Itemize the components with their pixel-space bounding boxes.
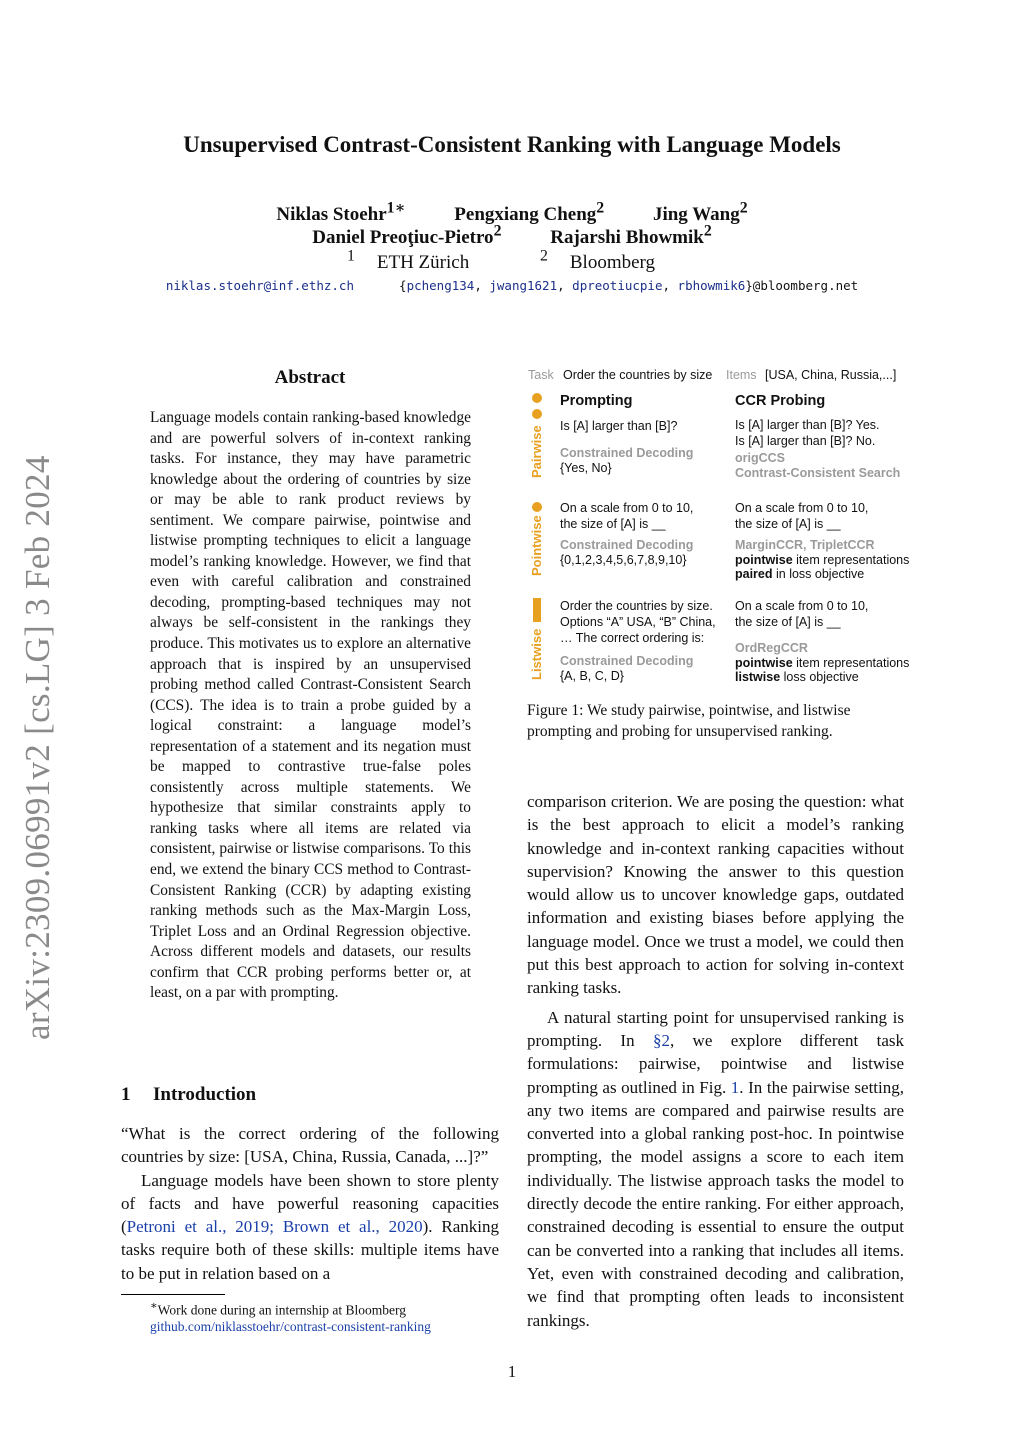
authors-line-2 <box>0 223 1024 249</box>
footnote: ∗Work done during an internship at Bloomberg github.com/niklasstoehr/contrast-consistent-ranking <box>150 1300 431 1334</box>
intro-quote: “What is the correct ordering of the following countries by size: [USA, China, Russia, Canada, ...]?” <box>121 1124 499 1167</box>
pointwise-prompt-line: On a scale from 0 to 10, <box>560 501 694 515</box>
author: Rajarshi Bhowmik$^2$ <box>550 223 712 249</box>
listwise-probe-method: OrdRegCCR <box>735 641 808 655</box>
listwise-prompt-line: … The correct ordering is: <box>560 631 705 645</box>
row-label-pairwise: Pairwise <box>529 425 544 478</box>
items-label: Items <box>726 368 757 382</box>
citation-link[interactable]: Petroni et al., 2019; Brown et al., 2020 <box>126 1217 423 1237</box>
listwise-prompt-line: Options “A” USA, “B” China, <box>560 615 716 629</box>
page-number: 1 <box>507 1362 517 1381</box>
pointwise-cd-label: Constrained Decoding <box>560 538 694 552</box>
email-link[interactable]: dpreotiucpie <box>572 278 663 293</box>
right-column-body <box>527 790 904 1332</box>
author: Jing Wang$^2$ <box>652 200 748 226</box>
listwise-probe-line: On a scale from 0 to 10, <box>735 599 869 613</box>
row-label-listwise: Listwise <box>529 628 544 680</box>
figure-1 <box>527 366 910 686</box>
abstract-heading: Abstract <box>274 367 346 388</box>
emails: niklas.stoehr@inf.ethz.ch {pcheng134, jwang1621, dpreotiucpie, rbhowmik6}@bloomberg.net <box>165 278 859 293</box>
github-link[interactable]: github.com/niklasstoehr/contrast-consistent-ranking <box>150 1319 431 1334</box>
items-text: [USA, China, Russia,...] <box>765 368 897 382</box>
listwise-marker-icon <box>527 598 547 624</box>
email-link[interactable]: niklas.stoehr@inf.ethz.ch <box>165 278 354 293</box>
affiliation: $^1$ ETH Zürich <box>346 248 470 274</box>
pointwise-cd-values: {0,1,2,3,4,5,6,7,8,9,10} <box>560 553 687 567</box>
pointwise-probe-line: On a scale from 0 to 10, <box>735 501 869 515</box>
row-label-pointwise: Pointwise <box>529 515 544 576</box>
listwise-cd-label: Constrained Decoding <box>560 654 694 668</box>
col-header-probing: CCR Probing <box>735 393 826 409</box>
pairwise-cd-label: Constrained Decoding <box>560 446 694 460</box>
author: Pengxiang Cheng$^2$ <box>454 200 605 226</box>
dot-icon <box>532 409 542 419</box>
pointwise-probe-line: the size of [A] is __ <box>735 517 841 531</box>
email-link[interactable]: pcheng134 <box>406 278 475 293</box>
intro-paragraph: Language models have been shown to store plenty of facts and have powerful reasoning capacities (Petroni et al., 2019; Brown et al., 2020). Ranking tasks require both of these skills: multiple items have to be put in relation based on a <box>121 1170 499 1283</box>
body-paragraph: A natural starting point for unsupervised ranking is prompting. In §2, we explore different task formulations: pairwise, pointwise and listwise prompting as outlined in Fig. 1. In the pairwise setting, any two items are compared and pairwise results are converted into a global ranking post-hoc. In pointwise prompting, the model assigns a score to each item individually. The listwise approach tasks the model to directly decode the entire ranking. For either approach, constrained decoding is essential to ensure the output can be converted into a ranking that includes all items. Yet, even with constrained decoding and calibration, we find that prompting often leads to inconsistent rankings. <box>527 1007 904 1330</box>
figure-caption: Figure 1: We study pairwise, pointwise, and listwise prompting and probing for unsupervised ranking. <box>527 702 851 740</box>
pointwise-probe-desc: pointwise item representations <box>735 553 910 567</box>
footnote-rule <box>121 1294 225 1295</box>
pairwise-probe-line: Is [A] larger than [B]? Yes. <box>735 418 880 432</box>
col-header-prompting: Prompting <box>560 393 633 409</box>
dot-icon <box>532 502 542 512</box>
affiliation: $^2$ Bloomberg <box>539 248 656 274</box>
pointwise-probe-desc: paired in loss objective <box>735 567 865 581</box>
bar-icon <box>533 598 541 622</box>
pairwise-probe-line: Is [A] larger than [B]? No. <box>735 434 876 448</box>
pointwise-probe-method: MarginCCR, TripletCCR <box>735 538 875 552</box>
intro-body <box>121 1122 499 1285</box>
task-text: Order the countries by size <box>563 368 713 382</box>
figure-ref-link[interactable]: 1 <box>730 1077 740 1097</box>
author: Niklas Stoehr$^{1∗}$ <box>276 200 406 226</box>
email-link[interactable]: rbhowmik6 <box>677 278 746 293</box>
arxiv-stamp: arXiv:2309.06991v2 [cs.LG] 3 Feb 2024 <box>18 455 57 1040</box>
body-paragraph: comparison criterion. We are posing the question: what is the best approach to elicit a model’s ranking knowledge and in-context ranking capacities without supervision? Knowing the answer to this question would allow us to uncover knowledge gaps, outdated information and existing biases before applying the language model. Once we trust a model, we could then put this best approach to action for solving in-context ranking tasks. <box>527 792 904 998</box>
listwise-probe-desc: listwise loss objective <box>735 670 859 684</box>
pairwise-prompt: Is [A] larger than [B]? <box>560 419 678 433</box>
abstract-body: Language models contain ranking-based knowledge and are powerful solvers of in-context ranking tasks. For instance, they may have parametric knowledge about the ordering of countries by size or may be able to rank product reviews by sentiment. We compare pairwise, pointwise and listwise prompting techniques to elicit a language model’s ranking knowledge. However, we find that even with careful calibration and constrained decoding, prompting-based techniques may not always be self-consistent in the rankings they produce. This motivates us to explore an alternative approach that is inspired by an unsupervised probing method called Contrast-Consistent Search (CCS). The idea is to train a probe guided by a logical constraint: a language model’s representation of a statement and its negation must be mapped to contrastive true-false poles consistently across multiple statements. We hypothesize that similar constraints apply to ranking tasks where all items are related via consistent, pairwise or listwise comparisons. To this end, we extend the binary CCS method to Contrast-Consistent Ranking (CCR) by adapting existing ranking methods such as the Max-Margin Loss, Triplet Loss and an Ordinal Regression objective. Across different models and datasets, our results confirm that CCR probing performs better or, at least, on a par with prompting. <box>150 409 471 1002</box>
pairwise-probe-desc: Contrast-Consistent Search <box>735 466 901 480</box>
section-heading: 1 Introduction <box>121 1084 257 1105</box>
listwise-cd-values: {A, B, C, D} <box>560 669 624 683</box>
section-ref-link[interactable]: §2 <box>652 1030 670 1050</box>
author: Daniel Preoţiuc-Pietro$^2$ <box>312 223 502 249</box>
task-label: Task <box>528 368 554 382</box>
dot-icon <box>532 393 542 403</box>
pairwise-probe-method: origCCS <box>735 451 785 465</box>
pointwise-prompt-line: the size of [A] is __ <box>560 517 666 531</box>
affiliations <box>0 248 1024 274</box>
listwise-prompt-line: Order the countries by size. <box>560 599 713 613</box>
pairwise-cd-values: {Yes, No} <box>560 461 612 475</box>
paper-title: Unsupervised Contrast-Consistent Ranking with Language Models <box>183 132 841 157</box>
listwise-probe-line: the size of [A] is __ <box>735 615 841 629</box>
listwise-probe-desc: pointwise item representations <box>735 656 910 670</box>
email-link[interactable]: jwang1621 <box>489 278 558 293</box>
